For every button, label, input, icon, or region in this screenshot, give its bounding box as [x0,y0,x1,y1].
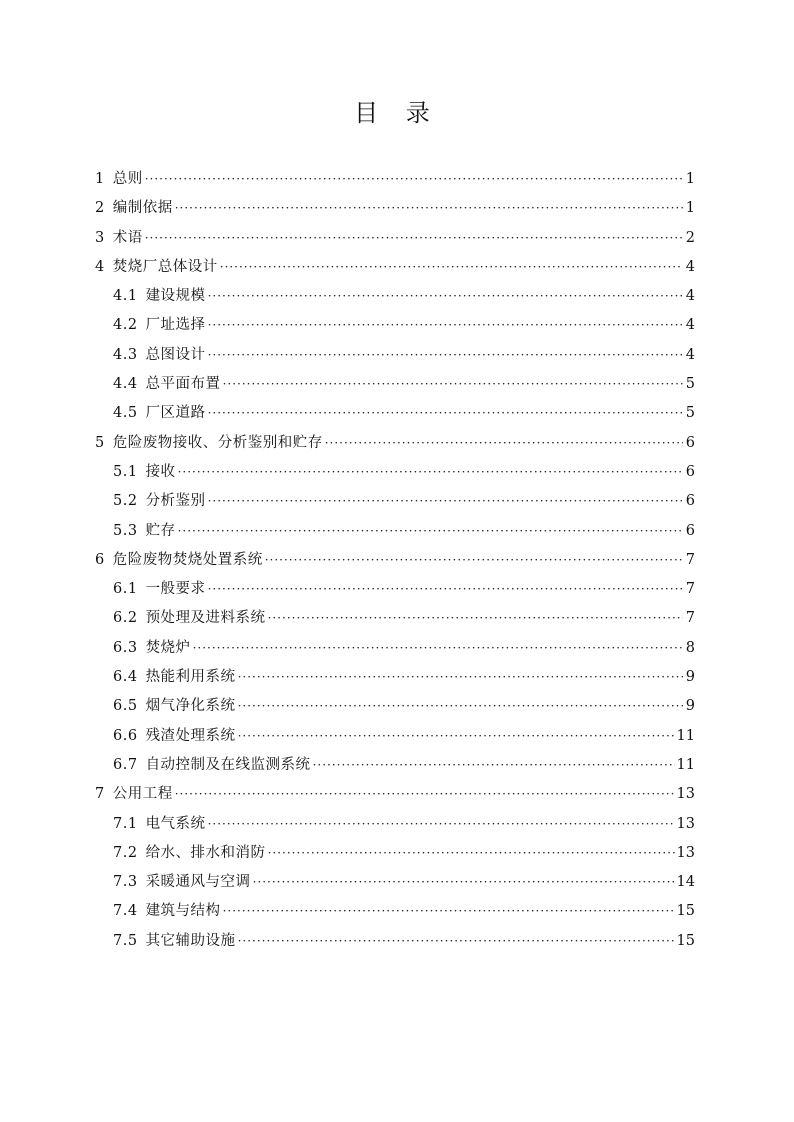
toc-entry-text: 建设规模 [145,288,206,305]
toc-entry[interactable] [95,399,695,428]
toc-entry-label [95,194,173,223]
toc-entry[interactable] [95,692,695,721]
toc-entry-number: 2 [95,200,105,217]
toc-entry-number: 7.1 [113,815,138,832]
toc-entry-label [113,370,221,399]
toc-entry[interactable] [95,458,695,487]
toc-entry-number: 1 [95,171,105,187]
toc-dot-leader [145,224,683,253]
toc-entry-text: 危险废物焚烧处置系统 [112,551,263,568]
toc-entry-text: 采暖通风与空调 [145,874,251,891]
toc-entry-number: 7.5 [113,932,138,949]
toc-entry-text: 术语 [112,229,143,246]
toc-entry[interactable] [95,780,695,809]
toc-entry[interactable] [95,897,695,926]
toc-entry-label [113,341,206,370]
toc-entry-number: 6.3 [113,639,138,656]
toc-entry[interactable] [95,429,695,458]
toc-entry[interactable] [95,927,695,956]
toc-dot-leader [175,194,683,223]
page-title: 目 录 [354,99,440,127]
toc-page-number: 15 [676,903,695,920]
toc-page-number: 15 [676,932,695,949]
toc-entry-text: 厂区道路 [145,405,206,422]
toc-page-number: 11 [676,756,695,773]
toc-dot-leader [268,839,675,868]
toc-entry-number: 7.2 [113,844,138,861]
toc-entry[interactable] [95,663,695,692]
toc-entry-number: 7.3 [113,874,138,891]
toc-entry-label [95,780,173,809]
toc-entry-text: 总图设计 [145,346,206,363]
toc-page-number: 9 [685,669,695,686]
toc-dot-leader [208,311,683,340]
toc-page-number: 1 [685,200,695,217]
toc-entry-number: 3 [95,229,105,246]
toc-entry-label [113,311,206,340]
toc-page-number: 4 [685,288,695,305]
toc-dot-leader [208,575,683,604]
toc-entry-label [95,165,143,194]
toc-entry[interactable] [95,751,695,780]
toc-entry-text: 热能利用系统 [145,669,236,686]
toc-entry-text: 编制依据 [112,200,173,217]
toc-entry-number: 4.1 [113,288,138,305]
toc-entry-text: 焚烧炉 [145,639,191,656]
toc-dot-leader [178,517,683,546]
toc-entry-number: 5.3 [113,522,138,539]
toc-page-number: 13 [676,844,695,861]
toc-entry-text: 公用工程 [112,786,173,803]
toc-page-number: 6 [685,463,695,480]
toc-entry[interactable] [95,370,695,399]
toc-dot-leader [223,370,683,399]
toc-entry-label [113,927,236,956]
toc-entry[interactable] [95,546,695,575]
toc-entry-label [113,868,251,897]
toc-entry-label [95,253,218,282]
toc-page-number: 4 [685,317,695,334]
toc-page-number: 9 [685,698,695,715]
toc-entry[interactable] [95,839,695,868]
toc-entry-number: 6.6 [113,727,138,744]
toc-dot-leader [208,341,683,370]
toc-entry-number: 4.4 [113,376,138,393]
toc-entry-label [113,722,236,751]
toc-entry-number: 4.2 [113,317,138,334]
toc-dot-leader [208,487,683,516]
toc-entry[interactable] [95,810,695,839]
toc-entry-label [113,692,236,721]
toc-entry-text: 自动控制及在线监测系统 [145,756,311,773]
toc-entry-label [113,663,236,692]
toc-entry-text: 其它辅助设施 [145,932,236,949]
toc-entry-number: 5.2 [113,493,138,510]
toc-entry-number: 6.7 [113,756,138,773]
toc-page-number: 5 [685,405,695,422]
toc-entry-label [113,604,266,633]
toc-entry[interactable] [95,282,695,311]
toc-page-number: 7 [685,581,695,598]
toc-entry-number: 4 [95,258,105,275]
toc-entry-number: 6.5 [113,698,138,715]
toc-dot-leader [268,604,683,633]
toc-entry-text: 给水、排水和消防 [145,844,266,861]
toc-page-number: 11 [676,727,695,744]
toc-entry-label [113,399,206,428]
toc-entry-text: 总平面布置 [145,376,221,393]
toc-entry-label [113,575,206,604]
toc-entry[interactable] [95,487,695,516]
toc-entry[interactable] [95,868,695,897]
toc-entry-label [113,282,206,311]
toc-entry-label [113,634,191,663]
toc-entry-label [113,458,176,487]
toc-dot-leader [145,165,683,194]
toc-entry-text: 烟气净化系统 [145,698,236,715]
toc-entry-label [113,487,206,516]
toc-entry-number: 6.4 [113,669,138,686]
toc-entry-label [113,897,221,926]
toc-entry-number: 6 [95,551,105,568]
toc-entry[interactable] [95,194,695,223]
toc-dot-leader [253,868,675,897]
toc-page-number: 14 [676,874,695,891]
toc-dot-leader [208,810,675,839]
toc-entry-text: 总则 [112,171,143,187]
toc-entry-text: 厂址选择 [145,317,206,334]
toc-entry-text: 危险废物接收、分析鉴别和贮存 [112,434,323,451]
toc-entry-number: 6.2 [113,610,138,627]
toc-dot-leader [208,282,683,311]
toc-entry-text: 电气系统 [145,815,206,832]
toc-dot-leader [265,546,683,575]
toc-page-number: 13 [676,786,695,803]
toc-page-number: 13 [676,815,695,832]
toc-dot-leader [325,429,683,458]
toc-page-number: 7 [685,610,695,627]
toc-entry-text: 焚烧厂总体设计 [112,258,218,275]
toc-page-number: 4 [685,346,695,363]
toc-entry-text: 接收 [145,463,176,480]
toc-page-number: 5 [685,376,695,393]
toc-entry-label [113,810,206,839]
toc-dot-leader [220,253,683,282]
toc-entry[interactable] [95,575,695,604]
toc-entry-label [95,546,263,575]
toc-page-number: 8 [685,639,695,656]
toc-page-number: 1 [685,171,695,187]
toc-entry-label [95,429,323,458]
toc-entry-number: 4.5 [113,405,138,422]
toc-dot-leader [238,927,675,956]
toc-entry[interactable] [95,311,695,340]
toc-entry-text: 分析鉴别 [145,493,206,510]
toc-dot-leader [223,897,675,926]
toc-entry[interactable] [95,634,695,663]
toc-entry[interactable] [95,253,695,282]
toc-entry[interactable] [95,722,695,751]
toc-entry-text: 一般要求 [145,581,206,598]
toc-entry-text: 预处理及进料系统 [145,610,266,627]
toc-entry[interactable] [95,165,695,194]
toc-entry-number: 4.3 [113,346,138,363]
toc-dot-leader [208,399,683,428]
toc-page-number: 6 [685,493,695,510]
toc-dot-leader [238,722,675,751]
toc-entry-number: 7.4 [113,903,138,920]
toc-entry-label [95,224,143,253]
toc-entry-number: 5.1 [113,463,138,480]
toc-entry-label [113,751,311,780]
toc-entry-label [113,517,176,546]
table-of-contents [95,165,695,956]
toc-entry-number: 7 [95,786,105,803]
toc-dot-leader [238,692,683,721]
toc-page-number: 2 [685,229,695,246]
toc-dot-leader [175,780,675,809]
toc-entry[interactable] [95,224,695,253]
toc-entry[interactable] [95,604,695,633]
toc-entry-number: 5 [95,434,105,451]
toc-entry-text: 建筑与结构 [145,903,221,920]
toc-entry-label [113,839,266,868]
toc-page-number: 7 [685,551,695,568]
toc-dot-leader [178,458,683,487]
toc-entry-text: 贮存 [145,522,176,539]
toc-entry[interactable] [95,517,695,546]
toc-dot-leader [313,751,675,780]
toc-entry-number: 6.1 [113,581,138,598]
toc-page-number: 6 [685,522,695,539]
toc-page-number: 6 [685,434,695,451]
toc-entry-text: 残渣处理系统 [145,727,236,744]
toc-page-number: 4 [685,258,695,275]
toc-dot-leader [193,634,683,663]
toc-entry[interactable] [95,341,695,370]
toc-dot-leader [238,663,683,692]
